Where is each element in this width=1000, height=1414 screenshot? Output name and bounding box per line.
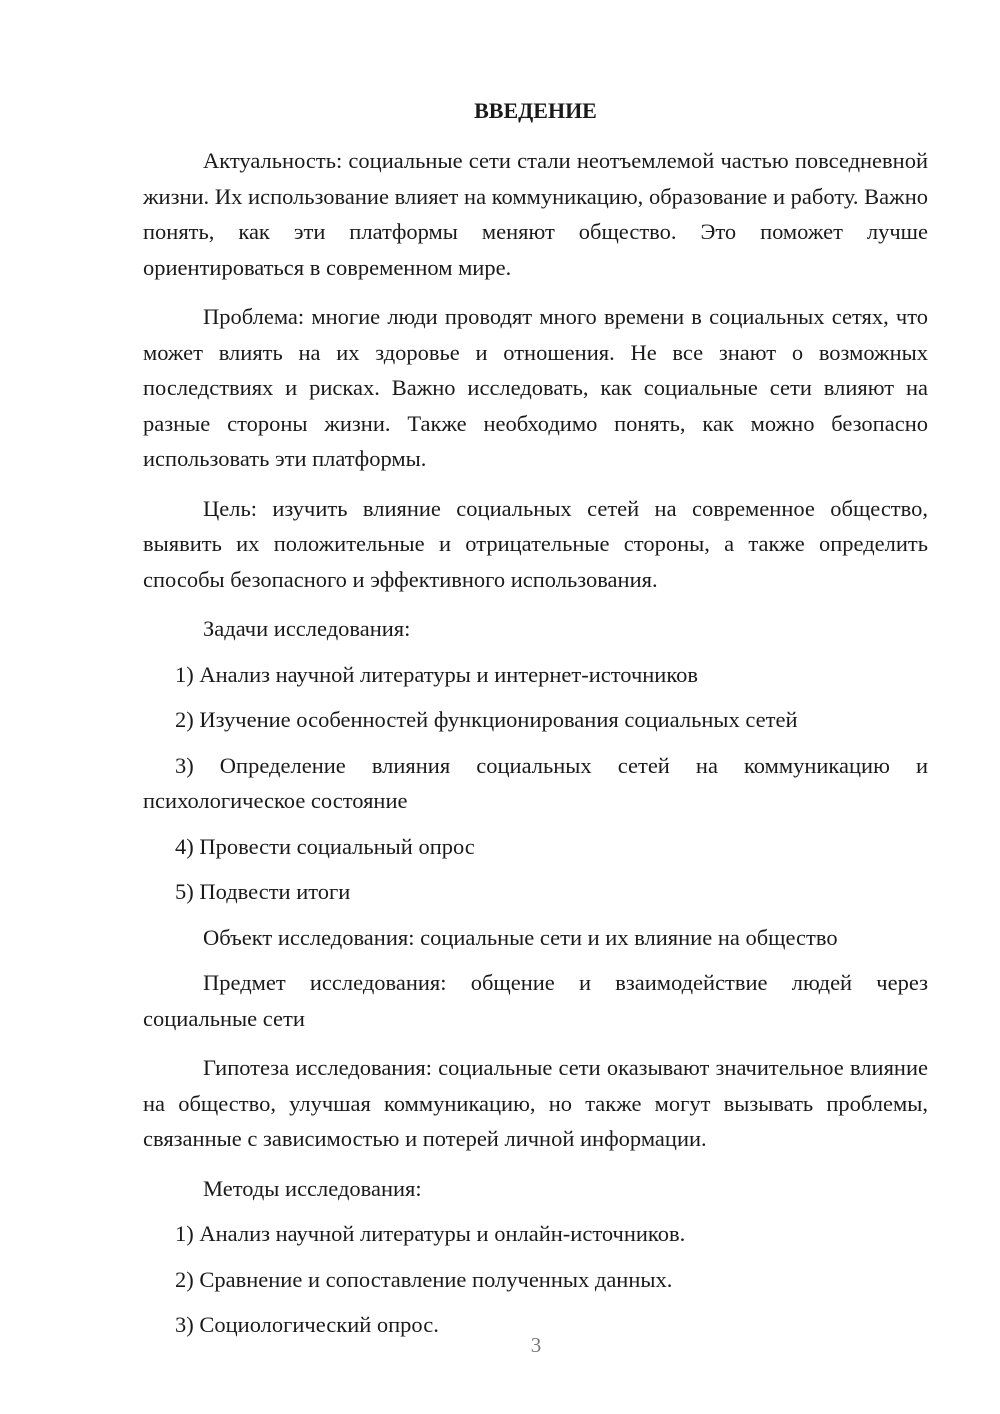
subject-paragraph: Предмет исследования: общение и взаимодействие людей через социальные сети [143, 970, 928, 1031]
problem-paragraph: Проблема: многие люди проводят много времени в социальных сетях, что может влиять на их здоровье и отношения. Не все знают о возможных последствиях и рисках. Важно исследовать, как социальные сети влияют на разные стороны жизни. Также необходимо понять, как можно безопасно использовать эти платформы. [143, 304, 928, 471]
relevance-paragraph: Актуальность: социальные сети стали неотъемлемой частью повседневной жизни. Их использование влияет на коммуникацию, образование и работу. Важно понять, как эти платформы меняют общество. Это поможет лучше ориентироваться в современном мире. [143, 148, 928, 280]
task-item-1: 1) Анализ научной литературы и интернет-источников [175, 661, 699, 687]
method-item-2: 2) Сравнение и сопоставление полученных данных. [175, 1266, 673, 1292]
object-paragraph: Объект исследования: социальные сети и их влияние на общество [203, 924, 838, 950]
task-item-5: 5) Подвести итоги [175, 879, 351, 904]
hypothesis-paragraph: Гипотеза исследования: социальные сети оказывают значительное влияние на общество, улучшая коммуникацию, но также могут вызывать проблемы, связанные с зависимостью и потерей личной информации. [143, 1055, 928, 1151]
task-item-2: 2) Изучение особенностей функционирования социальных сетей [175, 707, 798, 732]
task-item-4: 4) Провести социальный опрос [175, 833, 475, 859]
task-item-3: 3) Определение влияния социальных сетей на коммуникацию и психологическое состояние [143, 752, 928, 813]
page-content [143, 96, 928, 1353]
method-item-1: 1) Анализ научной литературы и онлайн-источников. [175, 1221, 686, 1246]
goal-paragraph: Цель: изучить влияние социальных сетей на современное общество, выявить их положительные и отрицательные стороны, а также определить способы безопасного и эффективного использования. [143, 495, 928, 592]
page-number: 3 [530, 1333, 542, 1357]
tasks-heading: Задачи исследования: [203, 616, 411, 641]
methods-heading: Методы исследования: [203, 1175, 422, 1201]
section-title: ВВЕДЕНИЕ [474, 98, 597, 123]
method-item-3: 3) Социологический опрос. [175, 1312, 439, 1337]
